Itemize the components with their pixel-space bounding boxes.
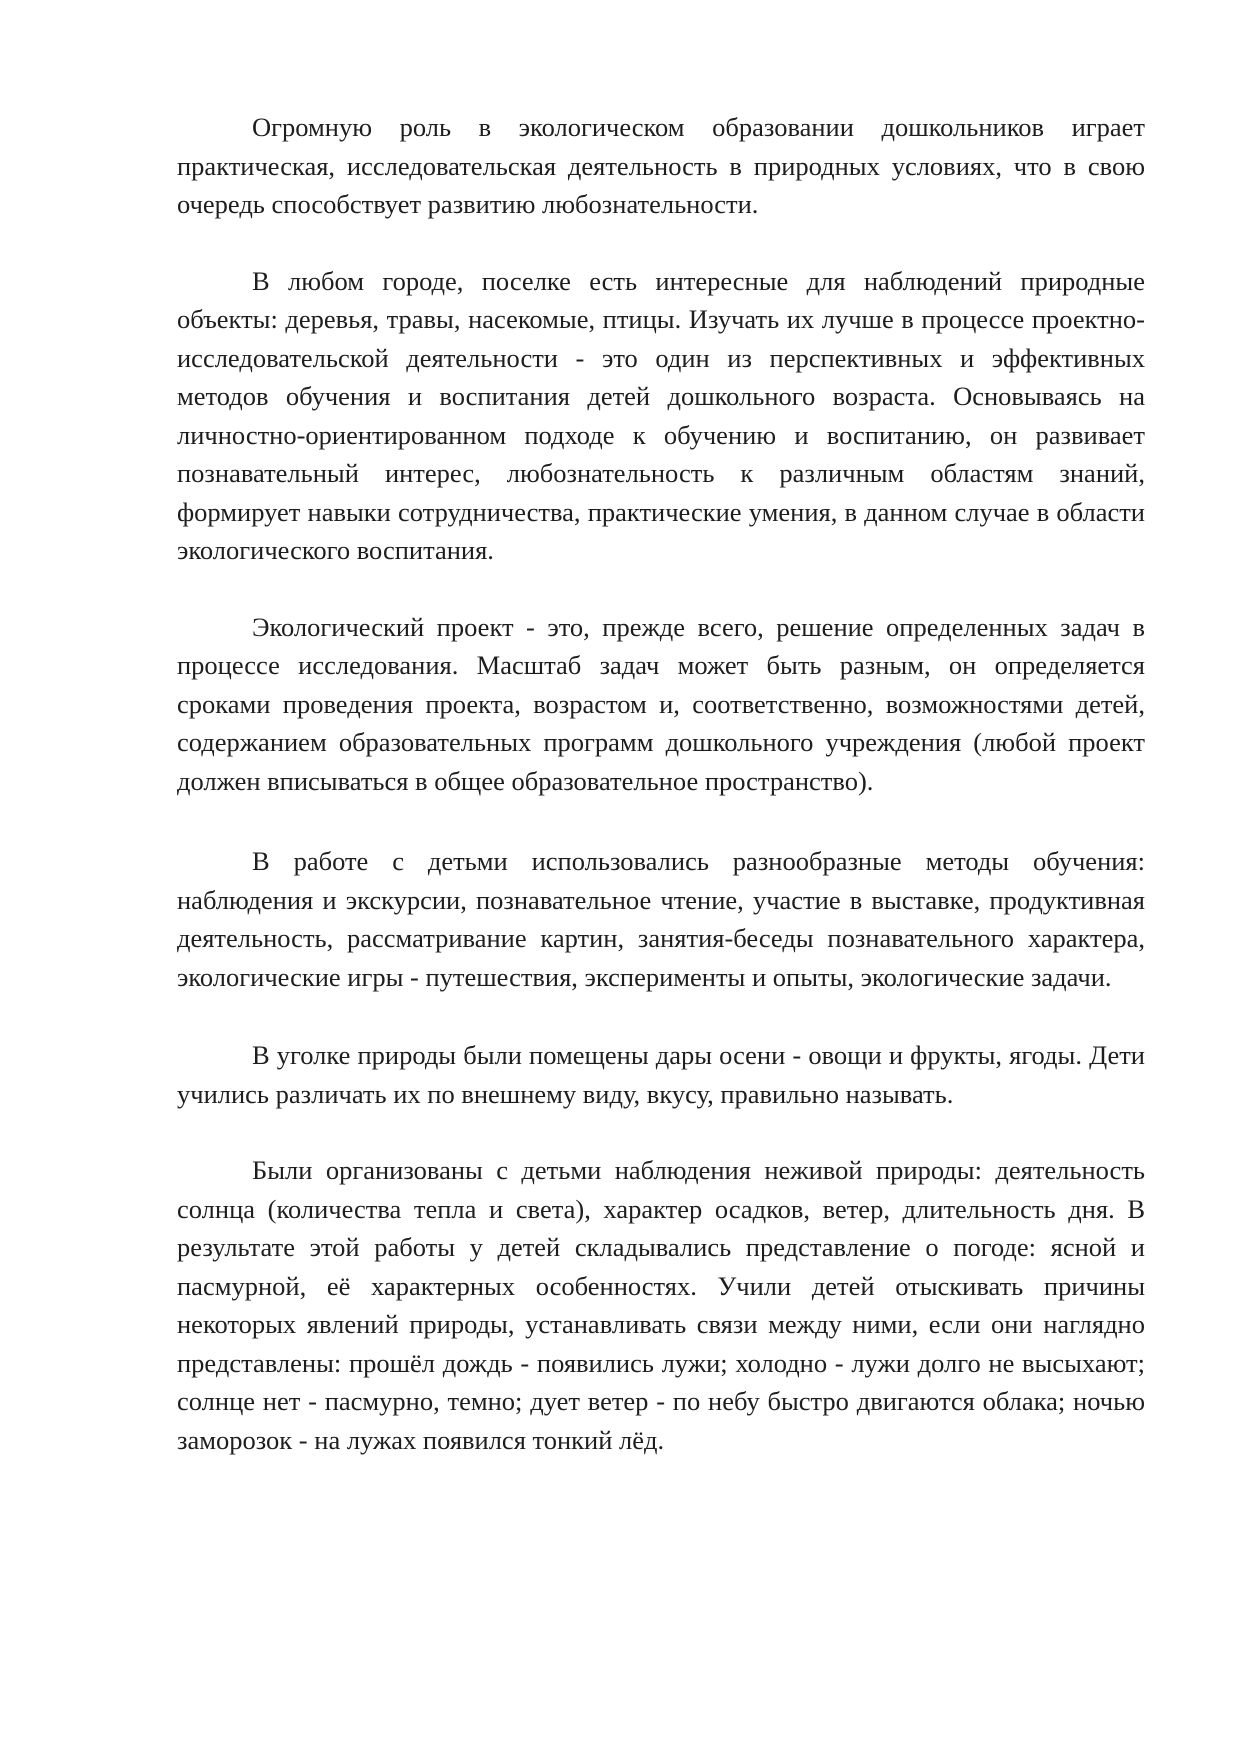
paragraph-1: Огромную роль в экологическом образовании дошкольников играет практическая, исследовательская деятельность в природных условиях, что в свою очередь способствует развитию любознательности. — [177, 112, 1145, 219]
paragraph-5: В уголке природы были помещены дары осени - овощи и фрукты, ягоды. Дети учились различать их по внешнему виду, вкусу, правильно называть. — [177, 1040, 1145, 1109]
paragraph-2: В любом городе, поселке есть интересные для наблюдений природные объекты: деревья, травы, насекомые, птицы. Изучать их лучше в процессе проектно-исследовательской деятельности - это один из перспективных и эффективных методов обучения и воспитания детей дошкольного возраста. Основываясь на личностно-ориентированном подходе к обучению и воспитанию, он развивает познавательный интерес, любознательность к различным областям знаний, формирует навыки сотрудничества, практические умения, в данном случае в области экологического воспитания. — [177, 265, 1145, 565]
paragraph-6: Были организованы с детьми наблюдения неживой природы: деятельность солнца (количества тепла и света), характер осадков, ветер, длительность дня. В результате этой работы у детей складывались представление о погоде: ясной и пасмурной, её характерных особенностях. Учили детей отыскивать причины некоторых явлений природы, устанавливать связи между ними, если они наглядно представлены: прошёл дождь - появились лужи; холодно - лужи долго не высыхают; солнце нет - пасмурно, темно; дует ветер - по небу быстро двигаются облака; ночью заморозок - на лужах появился тонкий лёд. — [177, 1155, 1145, 1455]
paragraph-4: В работе с детьми использовались разнообразные методы обучения: наблюдения и экскурсии, познавательное чтение, участие в выставке, продуктивная деятельность, рассматривание картин, занятия-беседы познавательного характера, экологические игры - путешествия, эксперименты и опыты, экологические задачи. — [177, 846, 1145, 992]
paragraph-3: Экологический проект - это, прежде всего, решение определенных задач в процессе исследования. Масштаб задач может быть разным, он определяется сроками проведения проекта, возрастом и, соответственно, возможностями детей, содержанием образовательных программ дошкольного учреждения (любой проект должен вписываться в общее образовательное пространство). — [177, 611, 1145, 796]
